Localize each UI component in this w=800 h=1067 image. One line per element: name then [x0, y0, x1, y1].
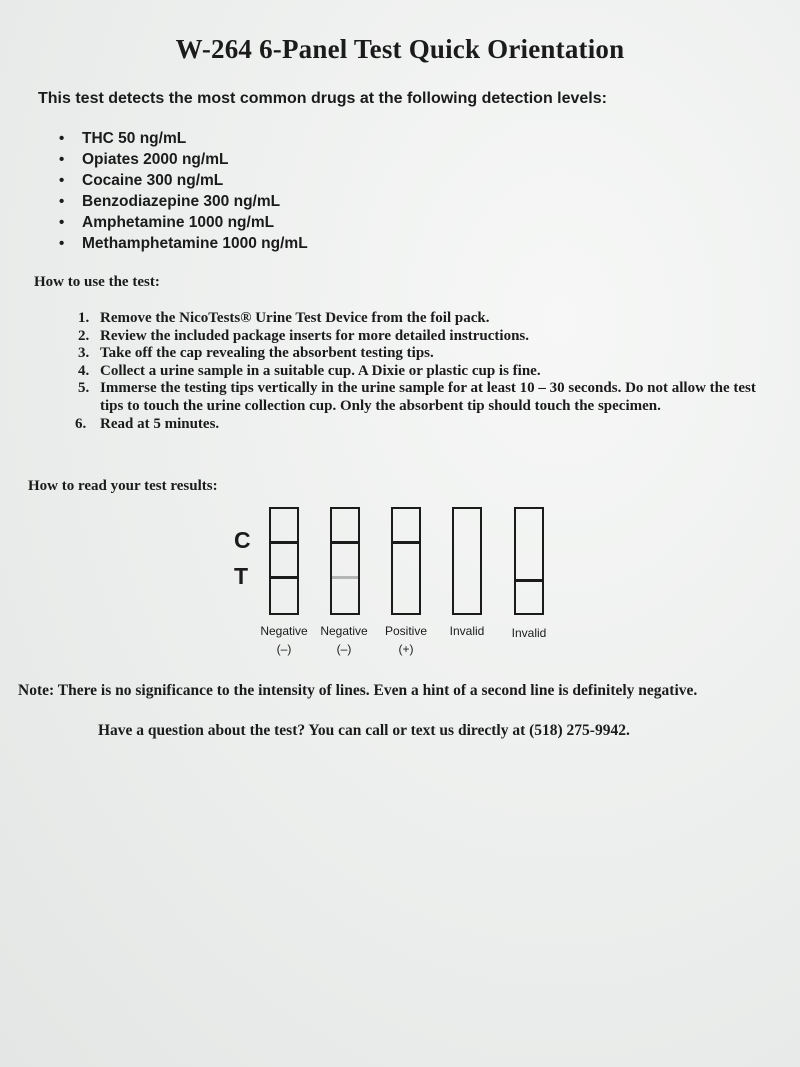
how-to-use-heading: How to use the test: [34, 274, 160, 290]
step-text: Read at 5 minutes. [100, 416, 220, 432]
result-sign: (–) [336, 642, 352, 656]
step-item [78, 362, 770, 381]
result-name: Negative [260, 624, 308, 638]
step-number: 5. [78, 380, 90, 396]
intensity-note: Note: There is no significance to the intensity of lines. Even a hint of a second line is definitely negative. [18, 682, 698, 699]
test-strip-negative [269, 507, 299, 615]
step-number: 6. [75, 416, 87, 432]
step-number: 1. [78, 310, 90, 326]
drug-list [82, 128, 308, 254]
result-name: Negative [320, 624, 368, 638]
result-label [371, 622, 441, 658]
result-sign: (+) [398, 642, 414, 656]
control-line [271, 541, 297, 544]
intro-text: This test detects the most common drugs at the following detection levels: [38, 90, 607, 107]
result-name: Invalid [449, 624, 485, 638]
test-strip-positive [391, 507, 421, 615]
control-line [393, 541, 419, 544]
instruction-steps [75, 310, 770, 434]
step-text: Take off the cap revealing the absorbent testing tips. [100, 345, 434, 361]
result-sign: (–) [276, 642, 292, 656]
result-name: Positive [384, 624, 428, 638]
step-number: 3. [78, 345, 90, 361]
drug-item-thc: • THC 50 ng/mL [82, 128, 308, 149]
control-line [332, 541, 358, 544]
step-text: Remove the NicoTests® Urine Test Device from the foil pack. [100, 310, 490, 326]
result-label [309, 622, 379, 658]
drug-item-cocaine: • Cocaine 300 ng/mL [82, 170, 308, 191]
drug-item-benzodiazepine: • Benzodiazepine 300 ng/mL [82, 191, 308, 212]
drug-item-amphetamine: • Amphetamine 1000 ng/mL [82, 212, 308, 233]
step-item [78, 327, 770, 346]
result-label [432, 622, 502, 640]
step-number: 4. [78, 362, 90, 379]
step-item [78, 345, 770, 363]
test-line [516, 579, 542, 582]
step-text: Collect a urine sample in a suitable cup. A Dixie or plastic cup is fine. [100, 362, 541, 379]
step-item [75, 416, 770, 434]
drug-item-methamphetamine: • Methamphetamine 1000 ng/mL [82, 233, 308, 254]
test-line [271, 576, 297, 579]
step-text: Review the included package inserts for more detailed instructions. [100, 327, 530, 344]
control-line-label: C [234, 527, 251, 553]
page-title: W-264 6-Panel Test Quick Orientation [175, 34, 625, 64]
test-strip-invalid-test-only [514, 507, 544, 615]
step-text: Immerse the testing tips vertically in the urine sample for at least 10 – 30 seconds. Do not allow the test tips to touch the urine collection cup. Only the absorbent tip should touch the specimen. [100, 380, 756, 414]
drug-item-opiates: • Opiates 2000 ng/mL [82, 149, 308, 170]
test-line-label: T [234, 563, 249, 589]
test-strip-negative-faint [330, 507, 360, 615]
how-to-read-heading: How to read your test results: [28, 478, 218, 494]
step-item [78, 310, 770, 328]
contact-line: Have a question about the test? You can call or text us directly at (518) 275-9942. [98, 722, 630, 739]
test-strip-invalid-blank [452, 507, 482, 615]
step-item [78, 380, 770, 415]
result-name: Invalid [511, 626, 547, 640]
step-number: 2. [78, 327, 90, 344]
result-label [494, 624, 564, 642]
faint-test-line [332, 576, 358, 579]
